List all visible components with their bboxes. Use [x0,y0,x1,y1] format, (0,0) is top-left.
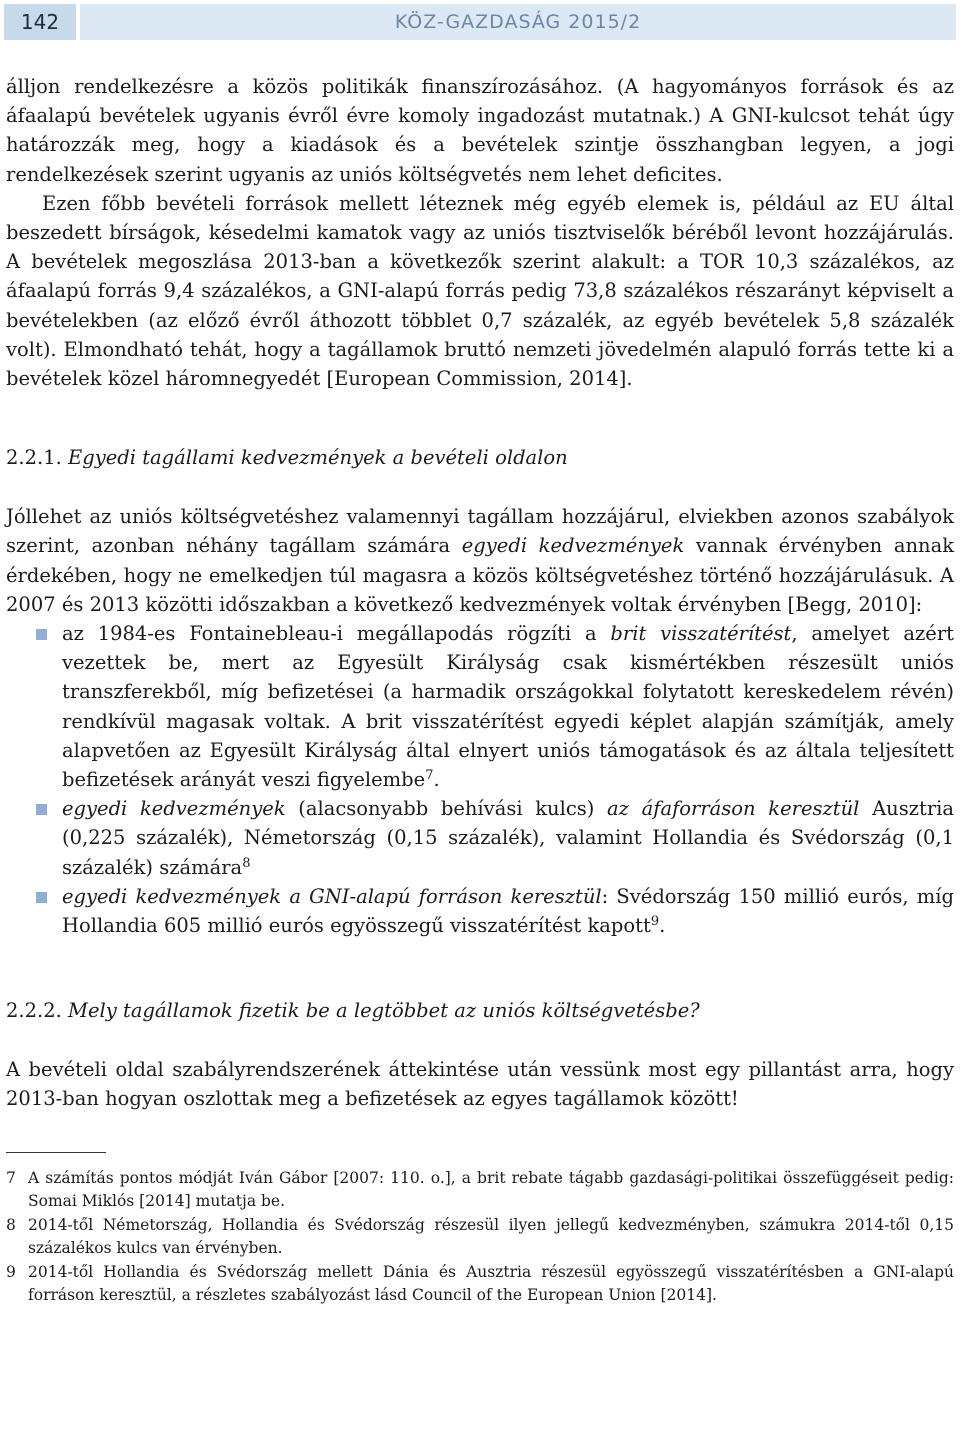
journal-title: KÖZ-GAZDASÁG 2015/2 [80,4,956,40]
item-emphasis: brit visszatérítést [610,622,792,646]
section-number: 2.2.1. [6,446,62,470]
article-body [6,72,954,1308]
para-text: Jóllehet az uniós költségvetéshez valamennyi tagállam hozzájárul, elviekben azonos szabályok szerint, azonban néhány tagállam számára [6,505,954,558]
footnote-text: 2014-től Hollandia és Svédország mellett Dánia és Ausztria részesül egyösszegű visszatérítésben a GNI-alapú forráson keresztül, a részletes szabályozást lásd Council of the European Union [2014]. [28,1262,954,1305]
footnote-text: A számítás pontos módját Iván Gábor [2007: 110. o.], a brit rebate tágabb gazdasági-politikai összefüggéseit pedig: Somai Miklós [2014] mutatja be. [28,1168,954,1211]
item-text: (alacsonyabb behívási kulcs) [298,797,595,821]
item-text: az 1984-es Fontainebleau-i megállapodás rögzíti a [62,622,597,646]
section-heading-2-2-1 [6,443,954,472]
intro-paragraph-1: álljon rendelkezésre a közös politikák finanszírozásához. (A hagyományos források és az áfaalapú bevételek ugyanis évről évre komoly ingadozást mutatnak.) A GNI-kulcsot tehát úgy határozzák meg, hogy a kiadások és a bevételek szintje összhangban legyen, a jogi rendelkezések szerint ugyanis az uniós költségvetés nem lehet deficites. [6,75,954,186]
footnote-ref-8[interactable]: 8 [242,855,251,871]
list-item [6,794,954,882]
item-text: . [659,914,666,938]
para-text: vannak érvényben annak érdekében, hogy ne emelkedjen túl magasra a közös költségvetéshez történő hozzájárulásuk. A 2007 és 2013 közötti időszakban a következő kedvezmények voltak érvényben [Begg, 2010]: [6,534,955,616]
page-header [4,4,956,40]
section-title: Mely tagállamok fizetik be a legtöbbet az uniós költségvetésbe? [68,999,700,1023]
footnote-9 [6,1261,954,1308]
item-emphasis: egyedi kedvezmények [62,797,286,821]
page-number: 142 [4,4,76,40]
intro-paragraph-2: Ezen főbb bevételi források mellett léteznek még egyéb elemek is, például az EU által beszedett bírságok, késedelmi kamatok vagy az uniós tisztviselők béréből levont hozzájárulás. A bevételek megoszlása 2013-ban a következők szerint alakult: a TOR 10,3 százalékos, az áfaalapú forrás 9,4 százalékos, a GNI-alapú forrás pedig 73,8 százalékos részarányt képviselt a bevételekben (az előző évről áthozott többlet 0,7 százalék, az egyéb bevételek 5,8 százalék volt). Elmondható tehát, hogy a tagállamok bruttó nemzeti jövedelmén alapuló forrás tette ki a bevételek közel háromnegyedét [European Commission, 2014]. [6,191,954,391]
square-bullet-icon [36,892,47,903]
para-emphasis: egyedi kedvezmények [461,534,685,558]
list-item [6,882,954,940]
section-number: 2.2.2. [6,999,62,1023]
item-text: : Svédország 150 millió eurós, míg Hollandia 605 millió eurós egyösszegű visszatérítést kapott [62,884,954,938]
section-title: Egyedi tagállami kedvezmények a bevételi oldalon [68,446,568,470]
rebate-list [6,619,954,940]
item-text: , amelyet azért vezettek be, mert az Egyesült Királyság csak kismértékben részesült uniós transzferekből, míg befizetései (a harmadik országokkal folytatott kereskedelem révén) rendkívül magasak voltak. A brit visszatérítést egyedi képlet alapján számítják, amely alapvetően az Egyesült Királyság által elnyert uniós támogatások és az általa teljesített befizetések arányát veszi figyelembe [62,622,955,792]
item-emphasis: egyedi kedvezmények a GNI-alapú forráson keresztül [62,884,602,908]
square-bullet-icon [36,804,47,815]
section-heading-2-2-2 [6,996,954,1025]
item-text: . [433,768,440,792]
footnote-8 [6,1214,954,1261]
footnote-number: 7 [6,1168,16,1187]
footnote-divider [6,1152,106,1153]
footnote-ref-9[interactable]: 9 [650,914,660,930]
footnote-ref-7[interactable]: 7 [425,768,434,784]
footnote-text: 2014-től Németország, Hollandia és Svédország részesül ilyen jellegű kedvezményben, számukra 2014-től 0,15 százalékos kulcs van érvényben. [28,1215,954,1258]
footnote-number: 9 [6,1262,16,1281]
footnote-number: 8 [6,1215,16,1234]
item-text: Ausztria (0,225 százalék), Németország (0,15 százalék), valamint Hollandia és Svédország (0,1 százalék) számára [62,797,955,879]
item-emphasis: az áfaforráson keresztül [607,797,860,821]
section-2-2-1-paragraph [6,502,954,619]
footnote-7 [6,1167,954,1214]
square-bullet-icon [36,629,47,640]
section-2-2-2-paragraph: A bevételi oldal szabályrendszerének áttekintése után vessünk most egy pillantást arra, hogy 2013-ban hogyan oszlottak meg a befizetések az egyes tagállamok között! [6,1058,954,1111]
list-item [6,619,954,794]
